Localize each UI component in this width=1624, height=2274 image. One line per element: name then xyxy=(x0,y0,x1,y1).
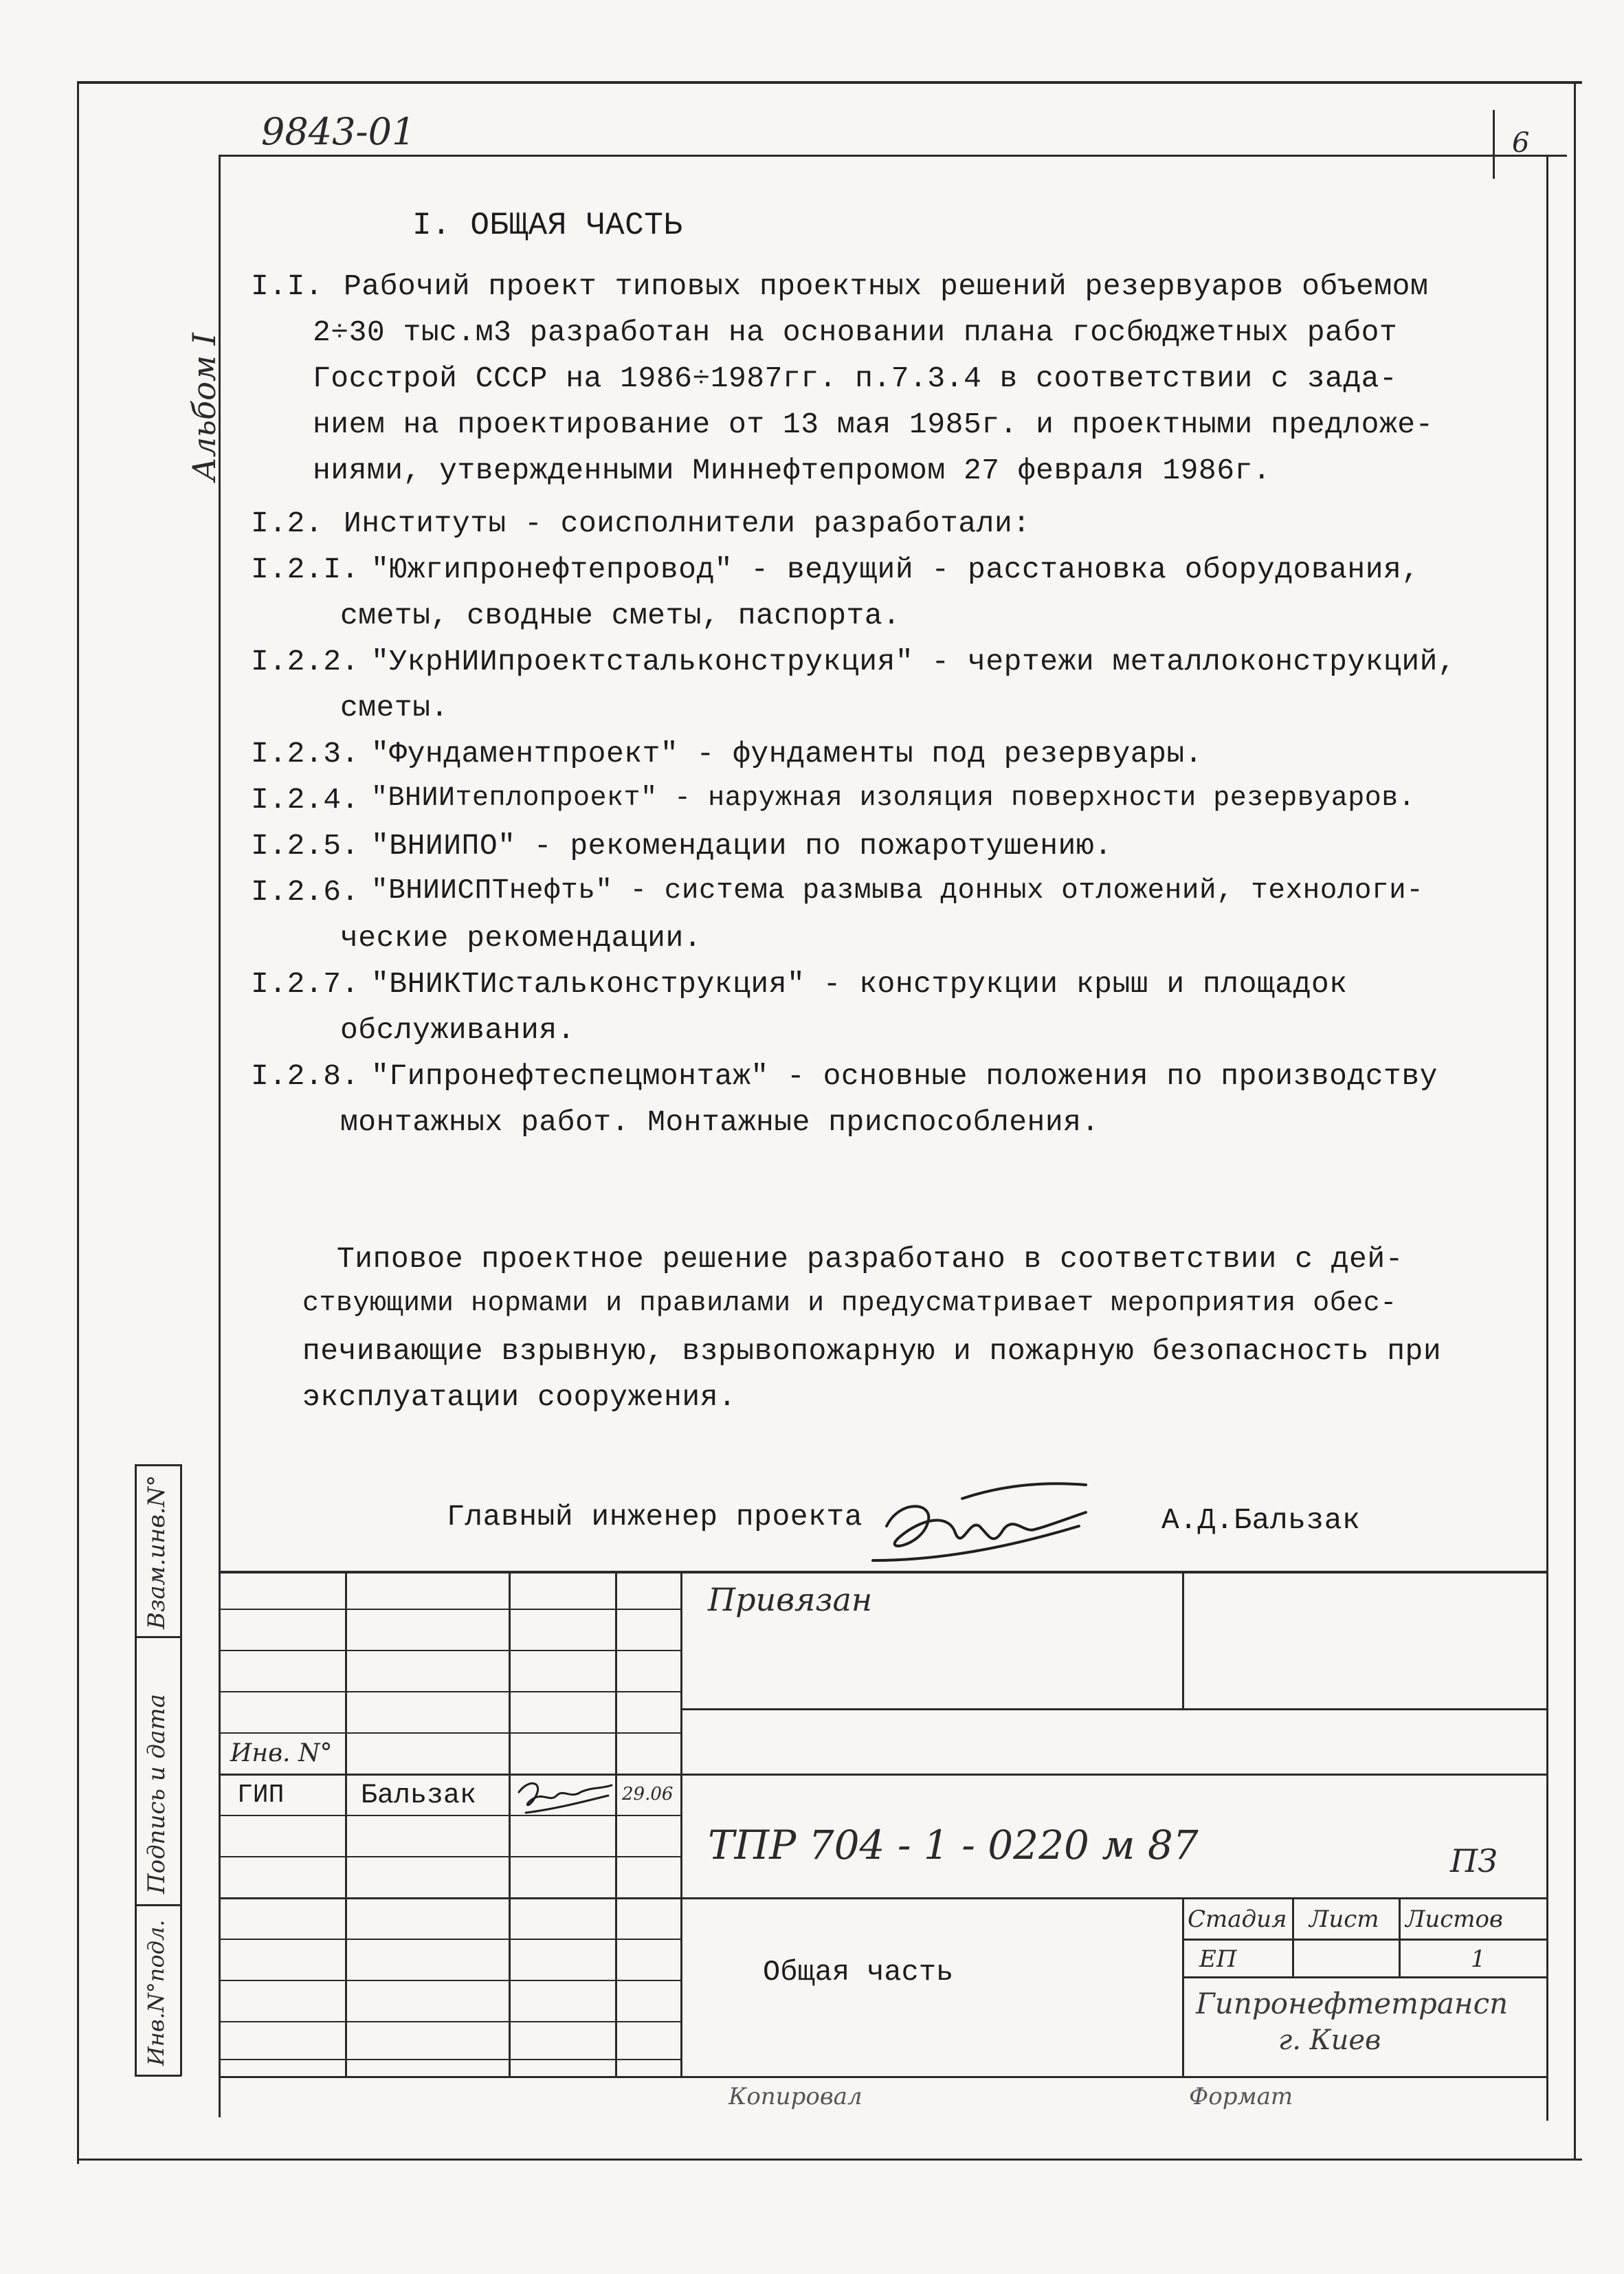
org-city: г. Киев xyxy=(1278,2024,1381,2056)
paragraph-number: I.I. xyxy=(251,269,324,303)
inv-label: Инв. N° xyxy=(230,1739,333,1767)
paragraph-line: ческие рекомендации. xyxy=(340,921,702,955)
paragraph-1-2-3 xyxy=(251,739,1522,785)
closing-line: печивающие взрывную, взрывопожарную и пожарную безопасность при xyxy=(302,1334,1442,1368)
paragraph-number: I.2.4. xyxy=(251,783,359,817)
paragraph-line: Госстрой СССР на 1986÷1987гг. п.7.3.4 в соответствии с зада- xyxy=(313,362,1398,395)
tb-row xyxy=(220,1939,682,1940)
side-strip-right xyxy=(180,1464,182,2076)
closing-line: ствующими нормами и правилами и предусматривает мероприятия обес- xyxy=(302,1288,1397,1319)
sheet-corner-number: 6 xyxy=(1512,127,1530,159)
doc-code: ТПР 704 - 1 - 0220 м 87 xyxy=(708,1822,1199,1868)
tb-row xyxy=(220,2021,682,2022)
paragraph-line: "Фундаментпроект" - фундаменты под резервуары. xyxy=(371,737,1203,771)
sheet-title: Общая часть xyxy=(763,1956,954,1989)
closing-line: эксплуатации сооружения. xyxy=(302,1380,737,1414)
tb-row xyxy=(220,1691,682,1692)
tb-stage-col2 xyxy=(1399,1897,1401,1976)
paragraph-line: "Южгипронефтепровод" - ведущий - расстановка оборудования, xyxy=(371,553,1420,586)
paragraph-line: "ВНИИтеплопроект" - наружная изоляция поверхности резервуаров. xyxy=(371,783,1416,814)
side-strip-top xyxy=(135,1464,181,1466)
chief-engineer-name: А.Д.Бальзак xyxy=(1161,1503,1361,1537)
paragraph-1-2-4 xyxy=(251,785,1522,831)
tb-row xyxy=(220,2059,682,2060)
paragraph-line: Институты - соисполнители разработали: xyxy=(344,507,1031,540)
paragraph-line: "УкрНИИпроектстальконструкция" - чертежи металлоконструкций, xyxy=(371,645,1456,678)
tb-stage-row xyxy=(1182,1939,1548,1941)
tb-top xyxy=(220,1571,1548,1574)
paragraph-line: сметы, сводные сметы, паспорта. xyxy=(340,599,901,632)
col-sheet: Лист xyxy=(1309,1906,1379,1933)
stage-value: ЕП xyxy=(1199,1945,1237,1973)
inner-bottom xyxy=(220,2076,1548,2078)
paragraph-number: I.2.6. xyxy=(251,875,359,909)
tb-privyaz-bottom xyxy=(682,1708,1548,1710)
tb-row xyxy=(220,1897,1548,1899)
paragraph-number: I.2.2. xyxy=(251,645,359,678)
inner-top xyxy=(220,155,1567,157)
tb-stage-left xyxy=(1182,1897,1184,2076)
tb-col3 xyxy=(615,1571,617,2076)
paragraph-number: I.2.8. xyxy=(251,1059,359,1093)
paragraph-1-2-7 xyxy=(251,969,1522,1061)
tb-row xyxy=(220,1732,682,1734)
side-strip-bottom xyxy=(135,2075,181,2077)
paragraph-line: "Гипронефтеспецмонтаж" - основные положения по производству xyxy=(371,1059,1438,1093)
paragraph-1-2-6 xyxy=(251,877,1522,969)
col-sheets: Листов xyxy=(1405,1906,1503,1933)
paragraph-number: I.2.7. xyxy=(251,967,359,1001)
side-stamp-inv: Инв.N°подл. xyxy=(143,1919,169,2066)
paragraph-1-2-2 xyxy=(251,647,1522,739)
frame-left-outer xyxy=(77,81,79,2164)
paragraph-line: обслуживания. xyxy=(340,1013,575,1047)
frame-top xyxy=(77,81,1582,84)
paragraph-number: I.2.I. xyxy=(251,553,359,586)
paragraph-number: I.2.3. xyxy=(251,737,359,771)
org-name: Гипронефтетрансп xyxy=(1196,1987,1509,2020)
paragraph-line: "ВНИКТИстальконструкция" - конструкции крыш и площадок xyxy=(371,967,1348,1001)
paragraph-1-2-5 xyxy=(251,831,1522,877)
paragraph-1-2-8 xyxy=(251,1061,1522,1153)
tb-row xyxy=(220,1609,682,1610)
side-strip-left xyxy=(135,1464,137,2076)
col-stage: Стадия xyxy=(1188,1906,1287,1933)
gip-role: ГИП xyxy=(237,1780,285,1810)
paragraph-line: монтажных работ. Монтажные приспособления. xyxy=(340,1105,1100,1139)
side-stamp-vzam: Взам.инв.N° xyxy=(143,1475,170,1629)
gip-signature-image xyxy=(512,1775,615,1816)
chief-engineer-role: Главный инженер проекта xyxy=(447,1500,863,1534)
format-label: Формат xyxy=(1189,2083,1293,2110)
tb-privyaz-divider xyxy=(1182,1571,1184,1708)
section-title: I. ОБЩАЯ ЧАСТЬ xyxy=(412,208,683,243)
tb-stage-row2 xyxy=(1182,1976,1548,1978)
paragraph-line: "ВНИИСПТнефть" - система размыва донных отложений, технологи- xyxy=(371,875,1424,907)
tb-row xyxy=(220,1650,682,1651)
paragraph-line: Рабочий проект типовых проектных решений резервуаров объемом xyxy=(344,269,1429,303)
paragraph-line: 2÷30 тыс.м3 разработан на основании плана госбюджетных работ xyxy=(313,316,1398,349)
closing-line: Типовое проектное решение разработано в соответствии с дей- xyxy=(337,1242,1403,1276)
paragraph-1-2-1 xyxy=(251,555,1522,647)
side-stamp-podpis: Подпись и дата xyxy=(143,1694,170,1894)
tb-row xyxy=(220,1774,1548,1776)
tb-row xyxy=(220,1980,682,1981)
side-strip-div2 xyxy=(135,1904,181,1906)
paragraph-1-2 xyxy=(251,509,1522,555)
signature-image xyxy=(859,1471,1148,1574)
sheet-value: 1 xyxy=(1471,1945,1486,1973)
gip-date: 29.06 xyxy=(622,1784,674,1804)
frame-bottom xyxy=(77,2159,1582,2161)
tb-row xyxy=(220,1856,682,1857)
album-label: Альбом I xyxy=(186,333,223,481)
paragraph-1-1 xyxy=(251,269,1522,509)
paragraph-line: ниями, утвержденными Миннефтепромом 27 февраля 1986г. xyxy=(313,454,1271,487)
doc-number: 9843-01 xyxy=(261,110,416,153)
gip-name: Бальзак xyxy=(361,1780,477,1811)
paragraph-line: нием на проектирование от 13 мая 1985г. и проектными предложе- xyxy=(313,408,1434,441)
paragraph-number: I.2.5. xyxy=(251,829,359,863)
privyazan-label: Привязан xyxy=(708,1581,873,1618)
tb-col4 xyxy=(680,1571,682,2076)
tb-col1 xyxy=(345,1571,347,2076)
tb-stage-col1 xyxy=(1292,1897,1294,1976)
inner-right xyxy=(1546,155,1548,2121)
side-strip-div1 xyxy=(135,1636,181,1638)
paragraph-line: "ВНИИПО" - рекомендации по пожаротушению. xyxy=(371,829,1113,863)
paragraph-number: I.2. xyxy=(251,507,324,540)
tb-col2 xyxy=(509,1571,511,2076)
doc-type: ПЗ xyxy=(1450,1842,1498,1879)
frame-right xyxy=(1574,81,1576,2161)
corner-box-left xyxy=(1493,110,1495,179)
paragraph-list xyxy=(251,269,1522,1153)
paragraph-line: сметы. xyxy=(340,691,449,725)
copied-label: Копировал xyxy=(728,2083,863,2110)
